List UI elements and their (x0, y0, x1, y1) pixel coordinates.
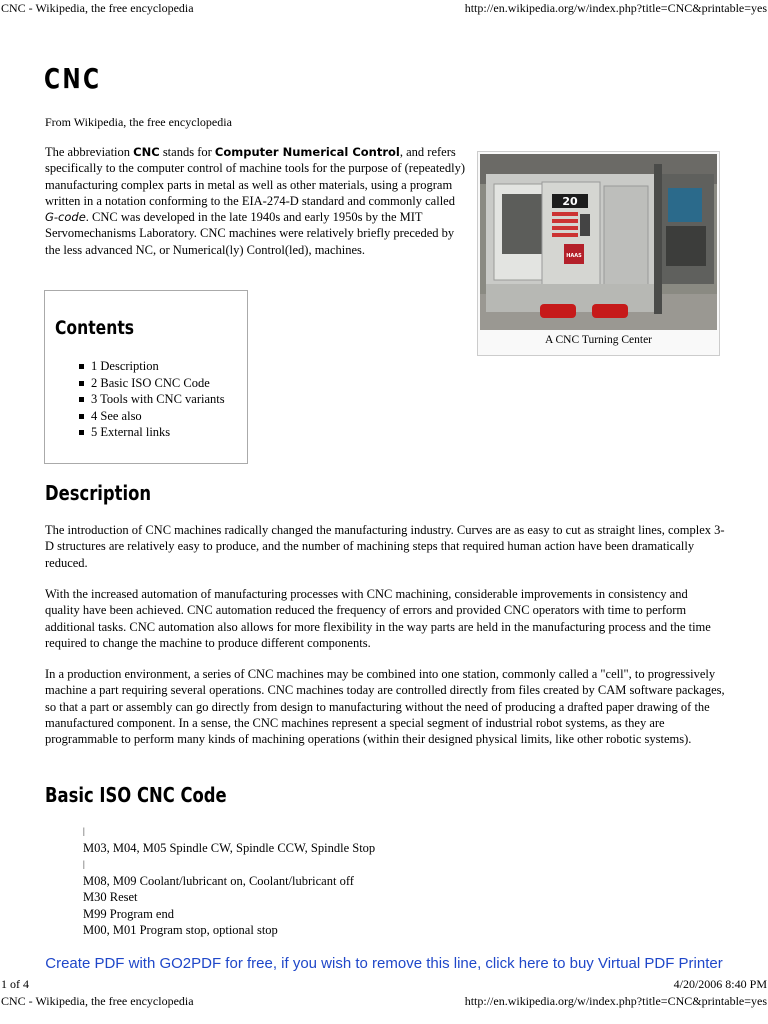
toc-item-see-also[interactable]: 4 See also (79, 408, 225, 425)
description-paragraph-1: The introduction of CNC machines radically changed the manufacturing industry. Curves are as easy to cut as straight lines, complex 3-D structures are relatively easy to produce, and the number of machining steps that required human action have been dramatically reduced. (45, 523, 725, 570)
toc-item-external-links[interactable]: 5 External links (79, 424, 225, 441)
print-datetime: 4/20/2006 8:40 PM (673, 977, 767, 991)
toc-item-basic-iso-cnc-code[interactable]: 2 Basic ISO CNC Code (79, 375, 225, 392)
panel-number-label: 20 (562, 195, 578, 208)
toc-item-description[interactable]: 1 Description (79, 358, 225, 375)
link-g-code[interactable]: G-code (45, 210, 86, 225)
brand-logo-text: HAAS (566, 253, 582, 259)
page-subtitle: From Wikipedia, the free encyclopedia (45, 115, 232, 129)
section-heading-basic-iso-cnc-code: Basic ISO CNC Code (45, 783, 227, 807)
toc-item-tools-with-cnc-variants[interactable]: 3 Tools with CNC variants (79, 391, 225, 408)
code-line: M08, M09 Coolant/lubricant on, Coolant/lubricant off (83, 873, 354, 888)
abbr-cnc: CNC (133, 145, 160, 159)
code-line: M00, M01 Program stop, optional stop (83, 923, 278, 937)
page-title: CNC (44, 62, 102, 95)
page-number: 1 of 4 (1, 977, 29, 991)
iso-code-list (83, 823, 375, 939)
code-line: M99 Program end (83, 906, 174, 921)
intro-paragraph: The abbreviation CNC stands for Computer Numerical Control, and refers specifically to the computer control of machine tools for the purpose of (repeatedly) manufacturing complex parts in metal as well as other materials, using a program written in a notation conforming to the EIA-274-D standard and commonly called G-code. CNC was developed in the late 1940s and early 1950s by the MIT Servomechanisms Laboratory. CNC machines were relatively briefly preceded by the less advanced NC, or Numerical(ly) Control(led), machines. (45, 145, 465, 257)
toc-list (79, 358, 225, 441)
section-heading-description: Description (45, 481, 152, 505)
pdf-promo-link[interactable]: Create PDF with GO2PDF for free, if you wish to remove this line, click here to buy Virtual PDF Printer (45, 955, 723, 972)
description-paragraph-3: In a production environment, a series of CNC machines may be combined into one station, commonly called a "cell", to progressively machine a part requiring several operations. CNC machines today are controlled directly from files created by CAM software packages, so that a part or assembly can go directly from design to manufacturing without the need of producing a drafted paper drawing of the manufactured component. In a sense, the CNC machines represent a special segment of industrial robot systems, as they are programmable to perform many kinds of machining operations (within their designed physical limits, like other robotic systems). (45, 667, 725, 747)
print-header-url[interactable]: http://en.wikipedia.org/w/index.php?title=CNC&printable=yes (464, 1, 767, 15)
table-of-contents (44, 290, 248, 464)
next-page-header-url[interactable]: http://en.wikipedia.org/w/index.php?title=CNC&printable=yes (464, 994, 767, 1008)
code-line: M03, M04, M05 Spindle CW, Spindle CCW, Spindle Stop (83, 840, 376, 855)
toc-title: Contents (55, 317, 135, 339)
next-page-header-title: CNC - Wikipedia, the free encyclopedia (1, 994, 194, 1008)
print-header-title: CNC - Wikipedia, the free encyclopedia (1, 1, 194, 15)
code-separator: | (83, 826, 85, 836)
code-separator: | (83, 859, 85, 869)
code-line: M30 Reset (83, 890, 138, 904)
figure-caption: A CNC Turning Center (544, 334, 653, 346)
thumbnail-figure (477, 151, 720, 356)
cnc-machine-photo[interactable] (480, 154, 717, 330)
term-computer-numerical-control: Computer Numerical Control (214, 145, 400, 159)
description-paragraph-2: With the increased automation of manufacturing processes with CNC machining, considerable improvements in consistency and quality have been achieved. CNC automation reduced the frequency of errors and provided CNC operators with time to perform additional tasks. CNC automation also allows for more flexibility in the way parts are held in the manufacturing process and the time required to change the machine to produce different components. (45, 587, 711, 650)
